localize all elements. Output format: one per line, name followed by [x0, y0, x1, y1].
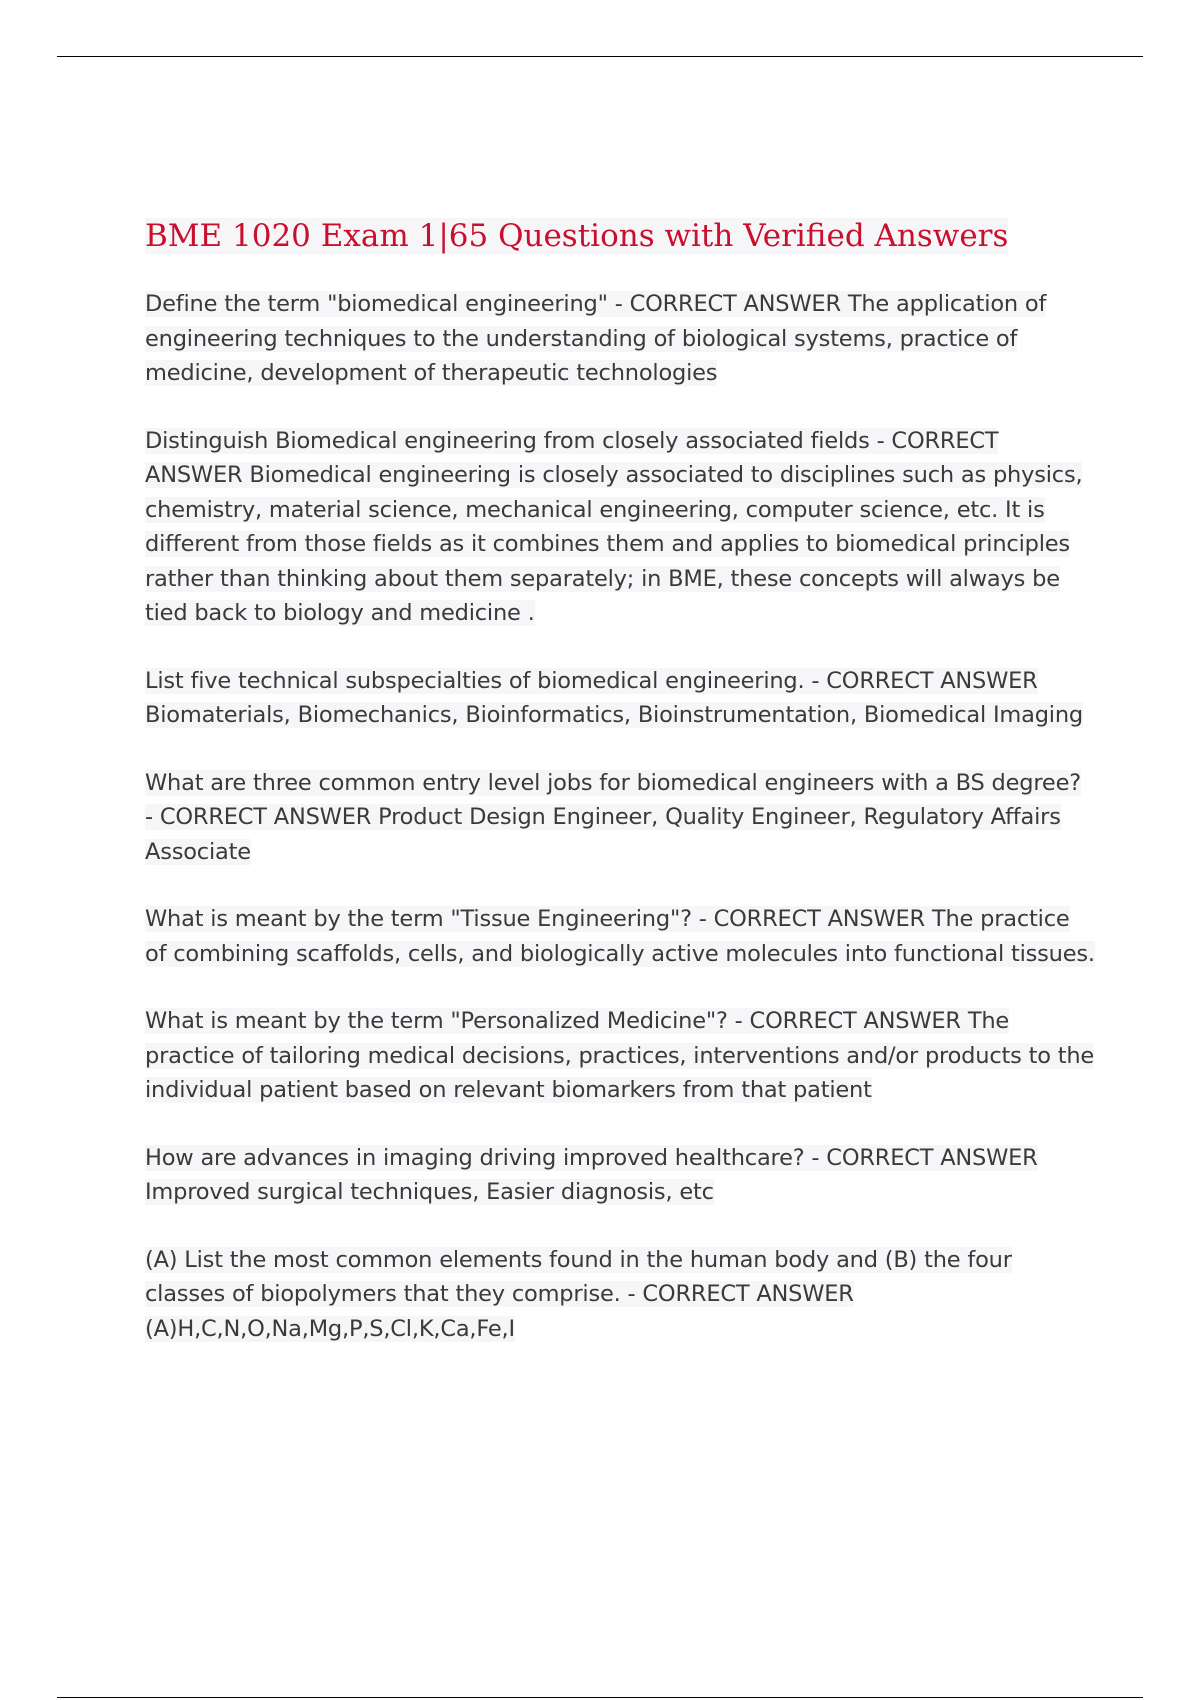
qa-item-text: Distinguish Biomedical engineering from closely associated fields - CORRECT ANSWER Biomedical engineering is closely associated to disciplines such as physics, chemistry, material science, mechanical engineering, computer science, etc. It is different from those fields as it combines them and applies to biomedical principles rather than thinking about them separately; in BME, these concepts will always be tied back to biology and medicine .	[145, 427, 1083, 626]
qa-item-text: How are advances in imaging driving improved healthcare? - CORRECT ANSWER Improved surgical techniques, Easier diagnosis, etc	[145, 1144, 1038, 1205]
qa-item-text: Define the term "biomedical engineering" - CORRECT ANSWER The application of engineering techniques to the understanding of biological systems, practice of medicine, development of therapeutic technologies	[145, 291, 1047, 386]
qa-item	[145, 766, 1095, 870]
document-body	[145, 210, 1095, 1379]
document-title	[145, 210, 1095, 262]
qa-item	[145, 1243, 1095, 1347]
qa-item	[145, 287, 1095, 391]
qa-item	[145, 1141, 1095, 1210]
header-rule	[57, 56, 1143, 57]
qa-item-text: What is meant by the term "Personalized Medicine"? - CORRECT ANSWER The practice of tailoring medical decisions, practices, interventions and/or products to the individual patient based on relevant biomarkers from that patient	[145, 1008, 1095, 1103]
qa-item-text: List five technical subspecialties of biomedical engineering. - CORRECT ANSWER Biomaterials, Biomechanics, Bioinformatics, Bioinstrumentation, Biomedical Imaging	[145, 667, 1083, 728]
qa-item-text: What is meant by the term "Tissue Engineering"? - CORRECT ANSWER The practice of combining scaffolds, cells, and biologically active molecules into functional tissues.	[145, 906, 1095, 967]
qa-item	[145, 424, 1095, 631]
qa-item	[145, 1004, 1095, 1108]
qa-item	[145, 902, 1095, 971]
footer-rule	[57, 1697, 1143, 1698]
qa-item-text: What are three common entry level jobs for biomedical engineers with a BS degree? - CORRECT ANSWER Product Design Engineer, Quality Engineer, Regulatory Affairs Associate	[145, 769, 1081, 865]
qa-item-text: (A) List the most common elements found in the human body and (B) the four classes of biopolymers that they comprise. - CORRECT ANSWER (A)H,C,N,O,Na,Mg,P,S,Cl,K,Ca,Fe,I	[145, 1246, 1012, 1342]
qa-item	[145, 664, 1095, 733]
document-title-text: BME 1020 Exam 1|65 Questions with Verified Answers	[145, 218, 1009, 254]
